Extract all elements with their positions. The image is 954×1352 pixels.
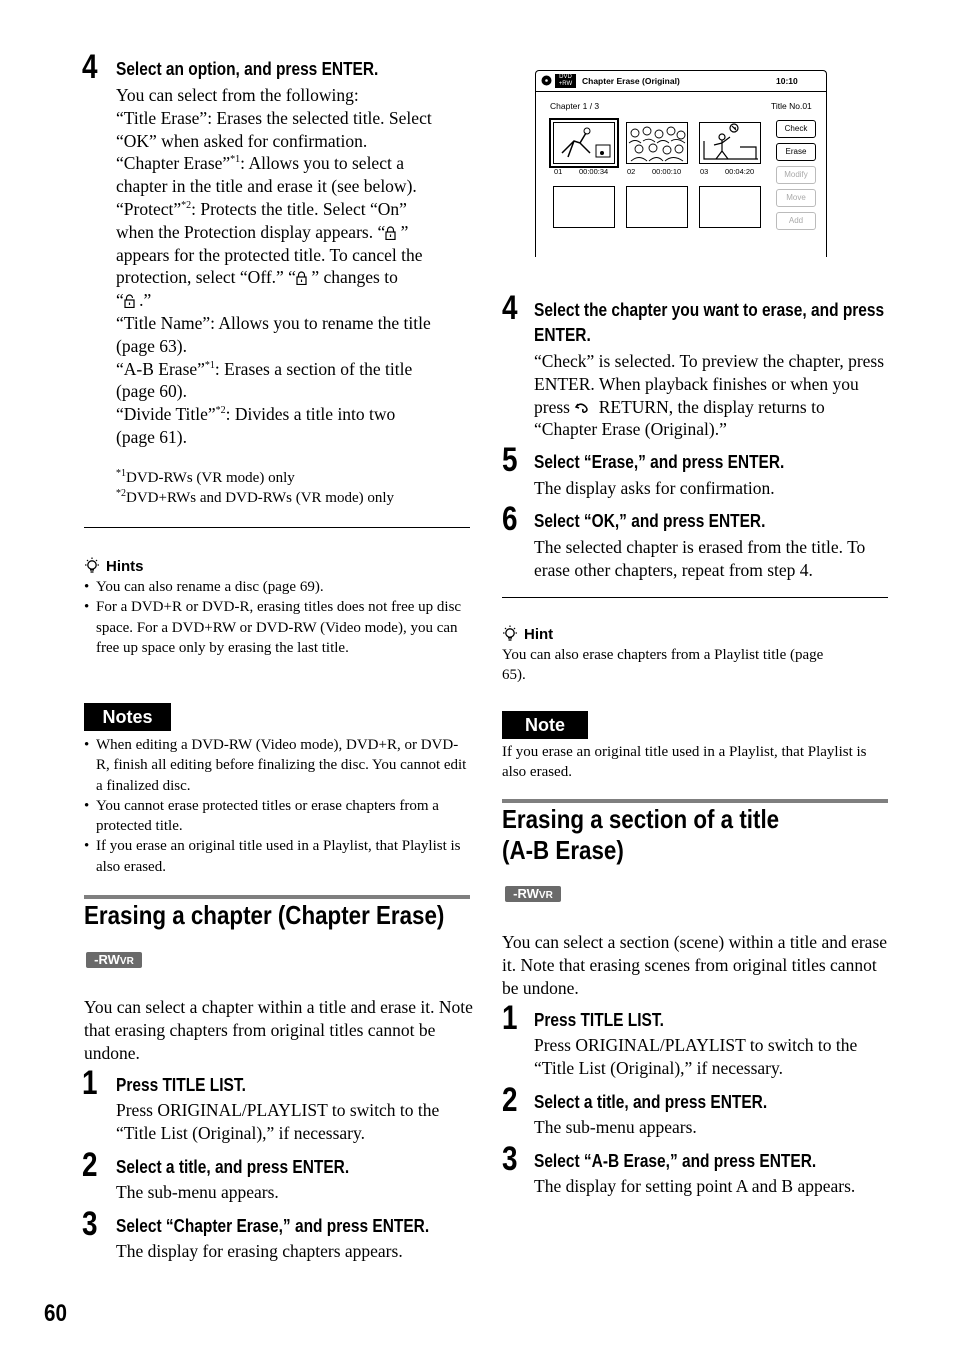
crowd-scene-image — [627, 123, 687, 163]
screen-time: 10:10 — [776, 76, 798, 86]
chapter-time: 00:04:20 — [725, 167, 755, 176]
screen-topbar — [536, 71, 826, 92]
chapter-indicator: Chapter 1 / 3 — [550, 101, 600, 111]
badge-text: -RW — [513, 886, 539, 901]
step-body — [534, 350, 890, 441]
text-fragment: protection, select “Off.” “ — [116, 267, 296, 288]
text-line: You can select from the following: — [116, 85, 359, 105]
text-line: (page 60). — [116, 381, 187, 402]
text-fragment: ” — [396, 221, 409, 242]
soccer-scene-image — [554, 123, 614, 163]
text-line — [116, 266, 476, 289]
chapter-erase-screen — [535, 70, 827, 257]
text-line — [116, 403, 476, 426]
text-fragment: “Protect” — [116, 198, 182, 219]
disc-type-line: +RW — [558, 81, 573, 87]
step-body: The display for setting point A and B appears. — [534, 1176, 856, 1196]
text-line — [116, 152, 476, 175]
text-line: appears for the protected title. To cancel the — [116, 244, 423, 265]
step-body: The selected chapter is erased from the title. To erase other chapters, repeat from step 4. — [534, 537, 866, 580]
section-rule — [84, 895, 470, 899]
text-fragment: : Divides a title into two — [225, 404, 396, 425]
text-fragment: when the Protection display appears. “ — [116, 221, 386, 242]
hint-heading — [502, 625, 888, 643]
footnote-mark: *1 — [116, 468, 126, 479]
step-heading: Select an option, and press ENTER. — [116, 59, 379, 79]
rw-badge — [86, 952, 142, 968]
title-number: Title No.01 — [771, 101, 812, 111]
text-fragment: : Protects the title. Select “On” — [191, 198, 407, 219]
chapter-time: 00:00:10 — [652, 167, 682, 176]
step-body: The display for erasing chapters appears. — [116, 1241, 403, 1261]
step-heading: Select the chapter you want to erase, and press ENTER. — [534, 300, 885, 345]
footnote-ref: *2 — [181, 200, 192, 212]
move-button[interactable]: Move — [776, 189, 816, 207]
step-body: The sub-menu appears. — [116, 1182, 279, 1202]
hint-item: • For a DVD+R or DVD-R, erasing titles does not free up disc space. For a DVD+RW or DVD-RW (Video mode), you can free up space only by erasing the last title. — [84, 597, 470, 658]
chapter-time: 00:00:34 — [579, 167, 609, 176]
text-line — [116, 358, 476, 381]
step-number: 4 — [82, 48, 98, 86]
step-heading: Select “Chapter Erase,” and press ENTER. — [116, 1216, 430, 1236]
text-line — [116, 289, 476, 312]
chapter-thumbnail[interactable] — [553, 122, 615, 164]
hints-title: Hints — [106, 557, 144, 575]
step-number: 3 — [502, 1140, 518, 1178]
badge-subtext: VR — [538, 890, 553, 901]
hint-box — [502, 625, 888, 686]
disc-icon — [541, 75, 552, 86]
step-heading: Select “Erase,” and press ENTER. — [534, 452, 785, 472]
footnote-ref: *2 — [215, 405, 226, 417]
disc-type-line: DVD — [559, 74, 572, 80]
step-heading: Select “A-B Erase,” and press ENTER. — [534, 1151, 817, 1171]
step-number: 2 — [502, 1081, 518, 1119]
text-fragment: : Allows you to select a — [240, 153, 404, 174]
unlock-icon — [124, 294, 135, 308]
return-icon — [574, 400, 594, 414]
step-number: 4 — [502, 289, 518, 327]
text-fragment: “ — [116, 290, 124, 311]
text-line: “Title Erase”: Erases the selected title. Select — [116, 107, 432, 128]
section-rule — [502, 799, 888, 803]
text-line: (page 63). — [116, 335, 187, 356]
text-fragment: : Erases a section of the title — [214, 358, 413, 379]
chapter-thumbnail[interactable] — [699, 122, 761, 164]
section-title-line2: (A-B Erase) — [502, 835, 624, 865]
text-line: “OK” when asked for confirmation. — [116, 130, 368, 151]
note-item: • If you erase an original title used in a Playlist, that Playlist is also erased. — [84, 836, 470, 877]
empty-thumbnail — [699, 186, 761, 228]
step-heading: Select a title, and press ENTER. — [534, 1092, 768, 1112]
empty-thumbnail — [626, 186, 688, 228]
add-button[interactable]: Add — [776, 212, 816, 230]
note-item: • When editing a DVD-RW (Video mode), DVD+R, or DVD-R, finish all editing before finalizing the disc. You cannot edit a finalized disc. — [84, 735, 470, 796]
text-fragment: .” — [134, 290, 152, 311]
step-number: 1 — [82, 1064, 98, 1102]
step-body: Press ORIGINAL/PLAYLIST to switch to the “Title List (Original),” if necessary. — [116, 1100, 440, 1143]
empty-thumbnail — [553, 186, 615, 228]
step-number: 1 — [502, 999, 518, 1037]
page-number: 60 — [44, 1300, 67, 1327]
note-item: • You cannot erase protected titles or erase chapters from a protected title. — [84, 796, 470, 837]
hint-item: • You can also rename a disc (page 69). — [84, 577, 470, 597]
section-title: Erasing a section of a title — [502, 804, 780, 834]
footnote-mark: *2 — [116, 488, 126, 500]
step-heading: Select a title, and press ENTER. — [116, 1157, 350, 1177]
text-fragment: “Divide Title” — [116, 404, 216, 425]
lock-icon — [385, 226, 396, 240]
note-tag: Note — [502, 711, 588, 739]
text-fragment: ” changes to — [306, 267, 398, 288]
text-fragment: RETURN, the display returns to “Chapter Erase (Original).” — [534, 396, 825, 440]
chapter-number: 03 — [700, 167, 709, 176]
chapter-number: 02 — [627, 167, 636, 176]
erase-button[interactable]: Erase — [776, 143, 816, 161]
footnote-ref: *1 — [204, 359, 215, 371]
footnote-text: DVD-RWs (VR mode) only — [126, 470, 295, 486]
disc-type-badge — [555, 74, 576, 88]
hints-heading — [84, 557, 470, 575]
goalkeeper-scene-image — [700, 123, 760, 163]
rw-badge — [505, 886, 561, 902]
hint-text: You can also erase chapters from a Playlist title (page 65). — [502, 647, 824, 684]
footnote-text: DVD+RWs and DVD-RWs (VR mode) only — [126, 490, 395, 507]
footnote — [116, 488, 476, 508]
step-body: The sub-menu appears. — [534, 1117, 697, 1137]
badge-text: -RW — [94, 952, 120, 967]
modify-button[interactable]: Modify — [776, 166, 816, 184]
step-heading: Press TITLE LIST. — [116, 1075, 246, 1095]
step-number: 5 — [502, 441, 518, 479]
footnote — [116, 468, 476, 488]
lightbulb-icon — [84, 557, 100, 575]
step-body: Press ORIGINAL/PLAYLIST to switch to the “Title List (Original),” if necessary. — [534, 1035, 858, 1078]
chapter-thumbnail[interactable] — [626, 122, 688, 164]
hint-title: Hint — [524, 625, 554, 643]
step-heading: Press TITLE LIST. — [534, 1010, 664, 1030]
chapter-number: 01 — [554, 167, 563, 176]
note-text: If you erase an original title used in a Playlist, that Playlist is also erased. — [502, 744, 867, 781]
text-line: chapter in the title and erase it (see below). — [116, 176, 417, 197]
step-body: The display asks for confirmation. — [534, 478, 775, 498]
notes-tag: Notes — [84, 703, 171, 731]
footnotes — [116, 468, 476, 509]
hints-box — [84, 557, 470, 658]
step-number: 3 — [82, 1205, 98, 1243]
text-fragment: “Chapter Erase” — [116, 153, 231, 174]
step-number: 6 — [502, 500, 518, 538]
divider — [502, 597, 888, 598]
check-button[interactable]: Check — [776, 120, 816, 138]
screen-title: Chapter Erase (Original) — [582, 76, 680, 86]
text-line — [116, 221, 476, 244]
divider — [84, 527, 470, 528]
section-intro: You can select a section (scene) within a title and erase it. Note that erasing scenes from original titles cannot be undone. — [502, 932, 888, 998]
section-intro: You can select a chapter within a title and erase it. Note that erasing chapters from original titles cannot be undone. — [84, 997, 473, 1063]
step-number: 2 — [82, 1146, 98, 1184]
section-title: Erasing a chapter (Chapter Erase) — [84, 900, 445, 930]
text-fragment: “A-B Erase” — [116, 358, 205, 379]
notes-list — [84, 735, 470, 877]
text-fragment: “Check” is selected. To preview the chapter, press ENTER. When playback finishes or when you press — [534, 351, 885, 417]
badge-subtext: VR — [119, 956, 134, 967]
lock-icon — [296, 271, 307, 285]
text-line: “Title Name”: Allows you to rename the title — [116, 312, 431, 333]
text-line — [116, 198, 476, 221]
footnote-ref: *1 — [230, 154, 241, 166]
option-list — [116, 84, 476, 449]
lightbulb-icon — [502, 625, 518, 643]
text-line: (page 61). — [116, 426, 187, 447]
step-heading: Select “OK,” and press ENTER. — [534, 511, 766, 531]
